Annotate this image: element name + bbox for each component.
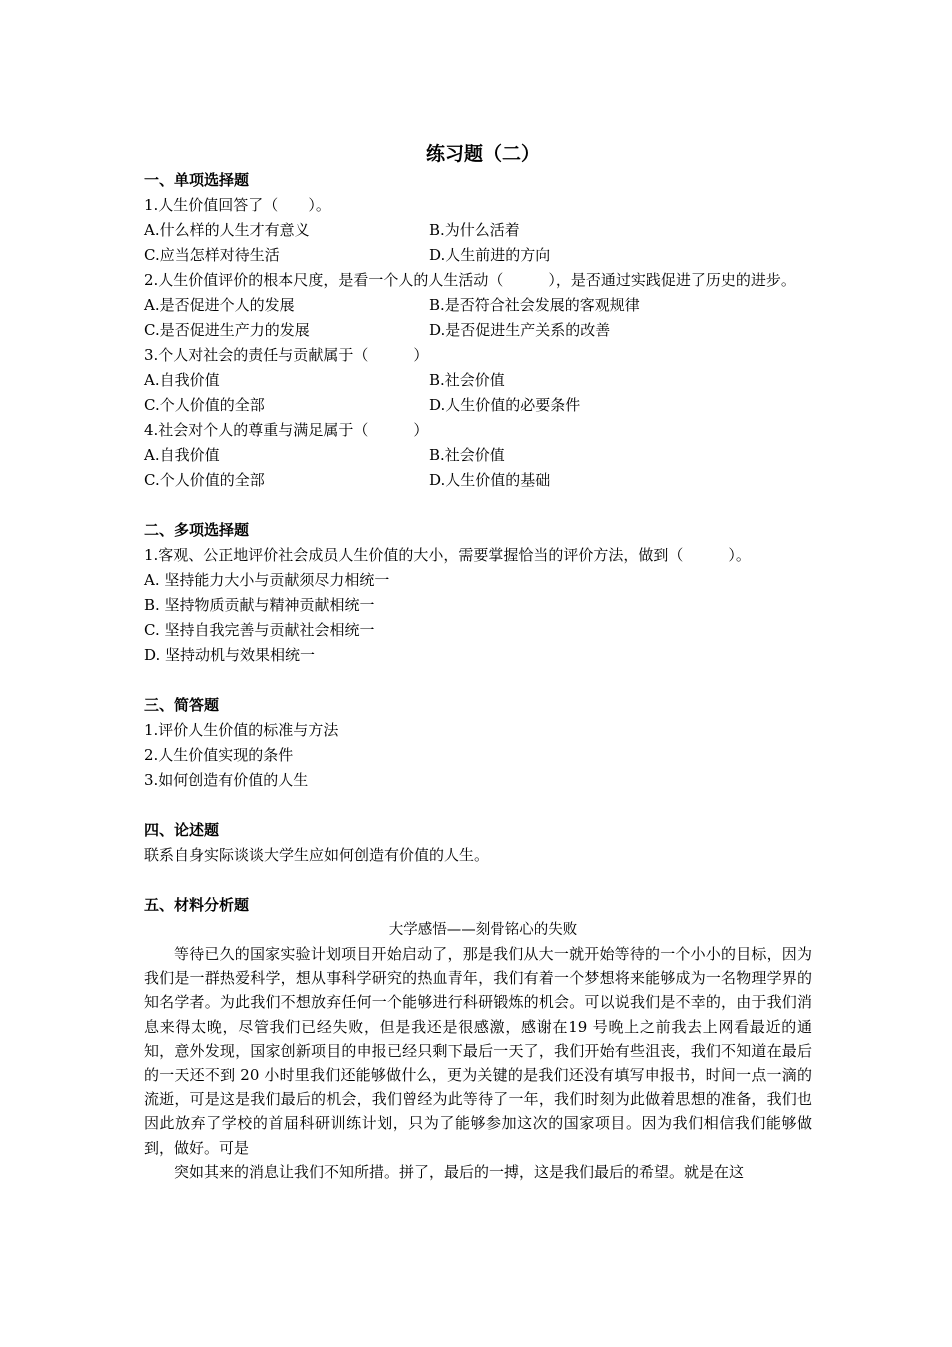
- question-stem: 4.社会对个人的尊重与满足属于（ ）: [144, 421, 429, 439]
- option-a: A.是否促进个人的发展: [144, 296, 295, 314]
- question-stem: 1.人生价值回答了（ ）。: [144, 196, 331, 214]
- question-stem: 2.人生价值评价的根本尺度，是看一个人的人生活动（ ），是否通过实践促进了历史的进步。: [144, 271, 796, 289]
- material-paragraph: 等待已久的国家实验计划项目开始启动了，那是我们从大一就开始等待的一个小小的目标，因为我们是一群热爱科学，想从事科学研究的热血青年，我们有着一个梦想将来能够成为一名物理学界的知名学者。为此我们不想放弃任何一个能够进行科研锻炼的机会。可以说我们是不幸的，由于我们消息来得太晚，尽管我们已经失败，但是我还是很感激，感谢在19 号晚上之前我去上网看最近的通知，意外发现，国家创新项目的申报已经只剩下最后一天了，我们开始有些沮丧，我们不知道在最后的一天还不到 20 小时里我们还能够做什么，更为关键的是我们还没有填写申报书，时间一点一滴的流逝，可是这是我们最后的机会，我们曾经为此等待了一年，我们时刻为此做着思想的准备，我们也因此放弃了学校的首届科研训练计划，只为了能够参加这次的国家项目。因为我们相信我们能够做到，做好。可是: [144, 945, 812, 1157]
- spacer: [144, 868, 812, 893]
- option-d: D. 坚持动机与效果相统一: [144, 646, 316, 664]
- option-b: B.是否符合社会发展的客观规律: [429, 296, 640, 314]
- option-c: C.个人价值的全部: [144, 471, 265, 489]
- option-c: C.是否促进生产力的发展: [144, 321, 310, 339]
- section-heading-material-analysis: 五、材料分析题: [144, 896, 250, 914]
- list-item: 1.评价人生价值的标准与方法: [144, 721, 339, 739]
- option-a: A.自我价值: [144, 371, 220, 389]
- option-c: C.个人价值的全部: [144, 396, 265, 414]
- option-b: B.社会价值: [429, 371, 505, 389]
- spacer: [144, 793, 812, 818]
- option-d: D.是否促进生产关系的改善: [429, 321, 611, 339]
- option-d: D.人生价值的基础: [429, 471, 551, 489]
- list-item: 3.如何创造有价值的人生: [144, 771, 309, 789]
- option-c: C. 坚持自我完善与贡献社会相统一: [144, 621, 375, 639]
- option-a: A.什么样的人生才有意义: [144, 221, 310, 239]
- option-d: D.人生价值的必要条件: [429, 396, 581, 414]
- section-heading-single-choice: 一、单项选择题: [144, 171, 250, 189]
- option-a: A.自我价值: [144, 446, 220, 464]
- section-heading-essay: 四、论述题: [144, 821, 220, 839]
- option-b: B.社会价值: [429, 446, 505, 464]
- section-heading-multiple-choice: 二、多项选择题: [144, 521, 250, 539]
- page-title: 练习题（二）: [425, 143, 540, 165]
- option-row: [144, 443, 812, 468]
- option-row: [144, 368, 812, 393]
- spacer: [144, 493, 812, 518]
- document-page: [144, 140, 812, 1184]
- option-row: [144, 318, 812, 343]
- spacer: [144, 668, 812, 693]
- question-stem: 1.客观、公正地评价社会成员人生价值的大小，需要掌握恰当的评价方法，做到（ ）。: [144, 546, 751, 564]
- option-b: B. 坚持物质贡献与精神贡献相统一: [144, 596, 375, 614]
- section-heading-short-answer: 三、简答题: [144, 696, 220, 714]
- material-title: 大学感悟——刻骨铭心的失败: [388, 922, 578, 938]
- option-c: C.应当怎样对待生活: [144, 246, 280, 264]
- option-a: A. 坚持能力大小与贡献须尽力相统一: [144, 571, 390, 589]
- option-row: [144, 393, 812, 418]
- option-row: [144, 468, 812, 493]
- material-paragraph: 突如其来的消息让我们不知所措。拼了，最后的一搏，这是我们最后的希望。就是在这: [174, 1162, 745, 1181]
- list-item: 2.人生价值实现的条件: [144, 746, 294, 764]
- option-d: D.人生前进的方向: [429, 246, 551, 264]
- question-stem: 3.个人对社会的责任与贡献属于（ ）: [144, 346, 429, 364]
- option-row: [144, 218, 812, 243]
- material-body: [144, 942, 812, 1184]
- option-row: [144, 293, 812, 318]
- option-b: B.为什么活着: [429, 221, 520, 239]
- essay-prompt: 联系自身实际谈谈大学生应如何创造有价值的人生。: [144, 846, 490, 864]
- option-row: [144, 243, 812, 268]
